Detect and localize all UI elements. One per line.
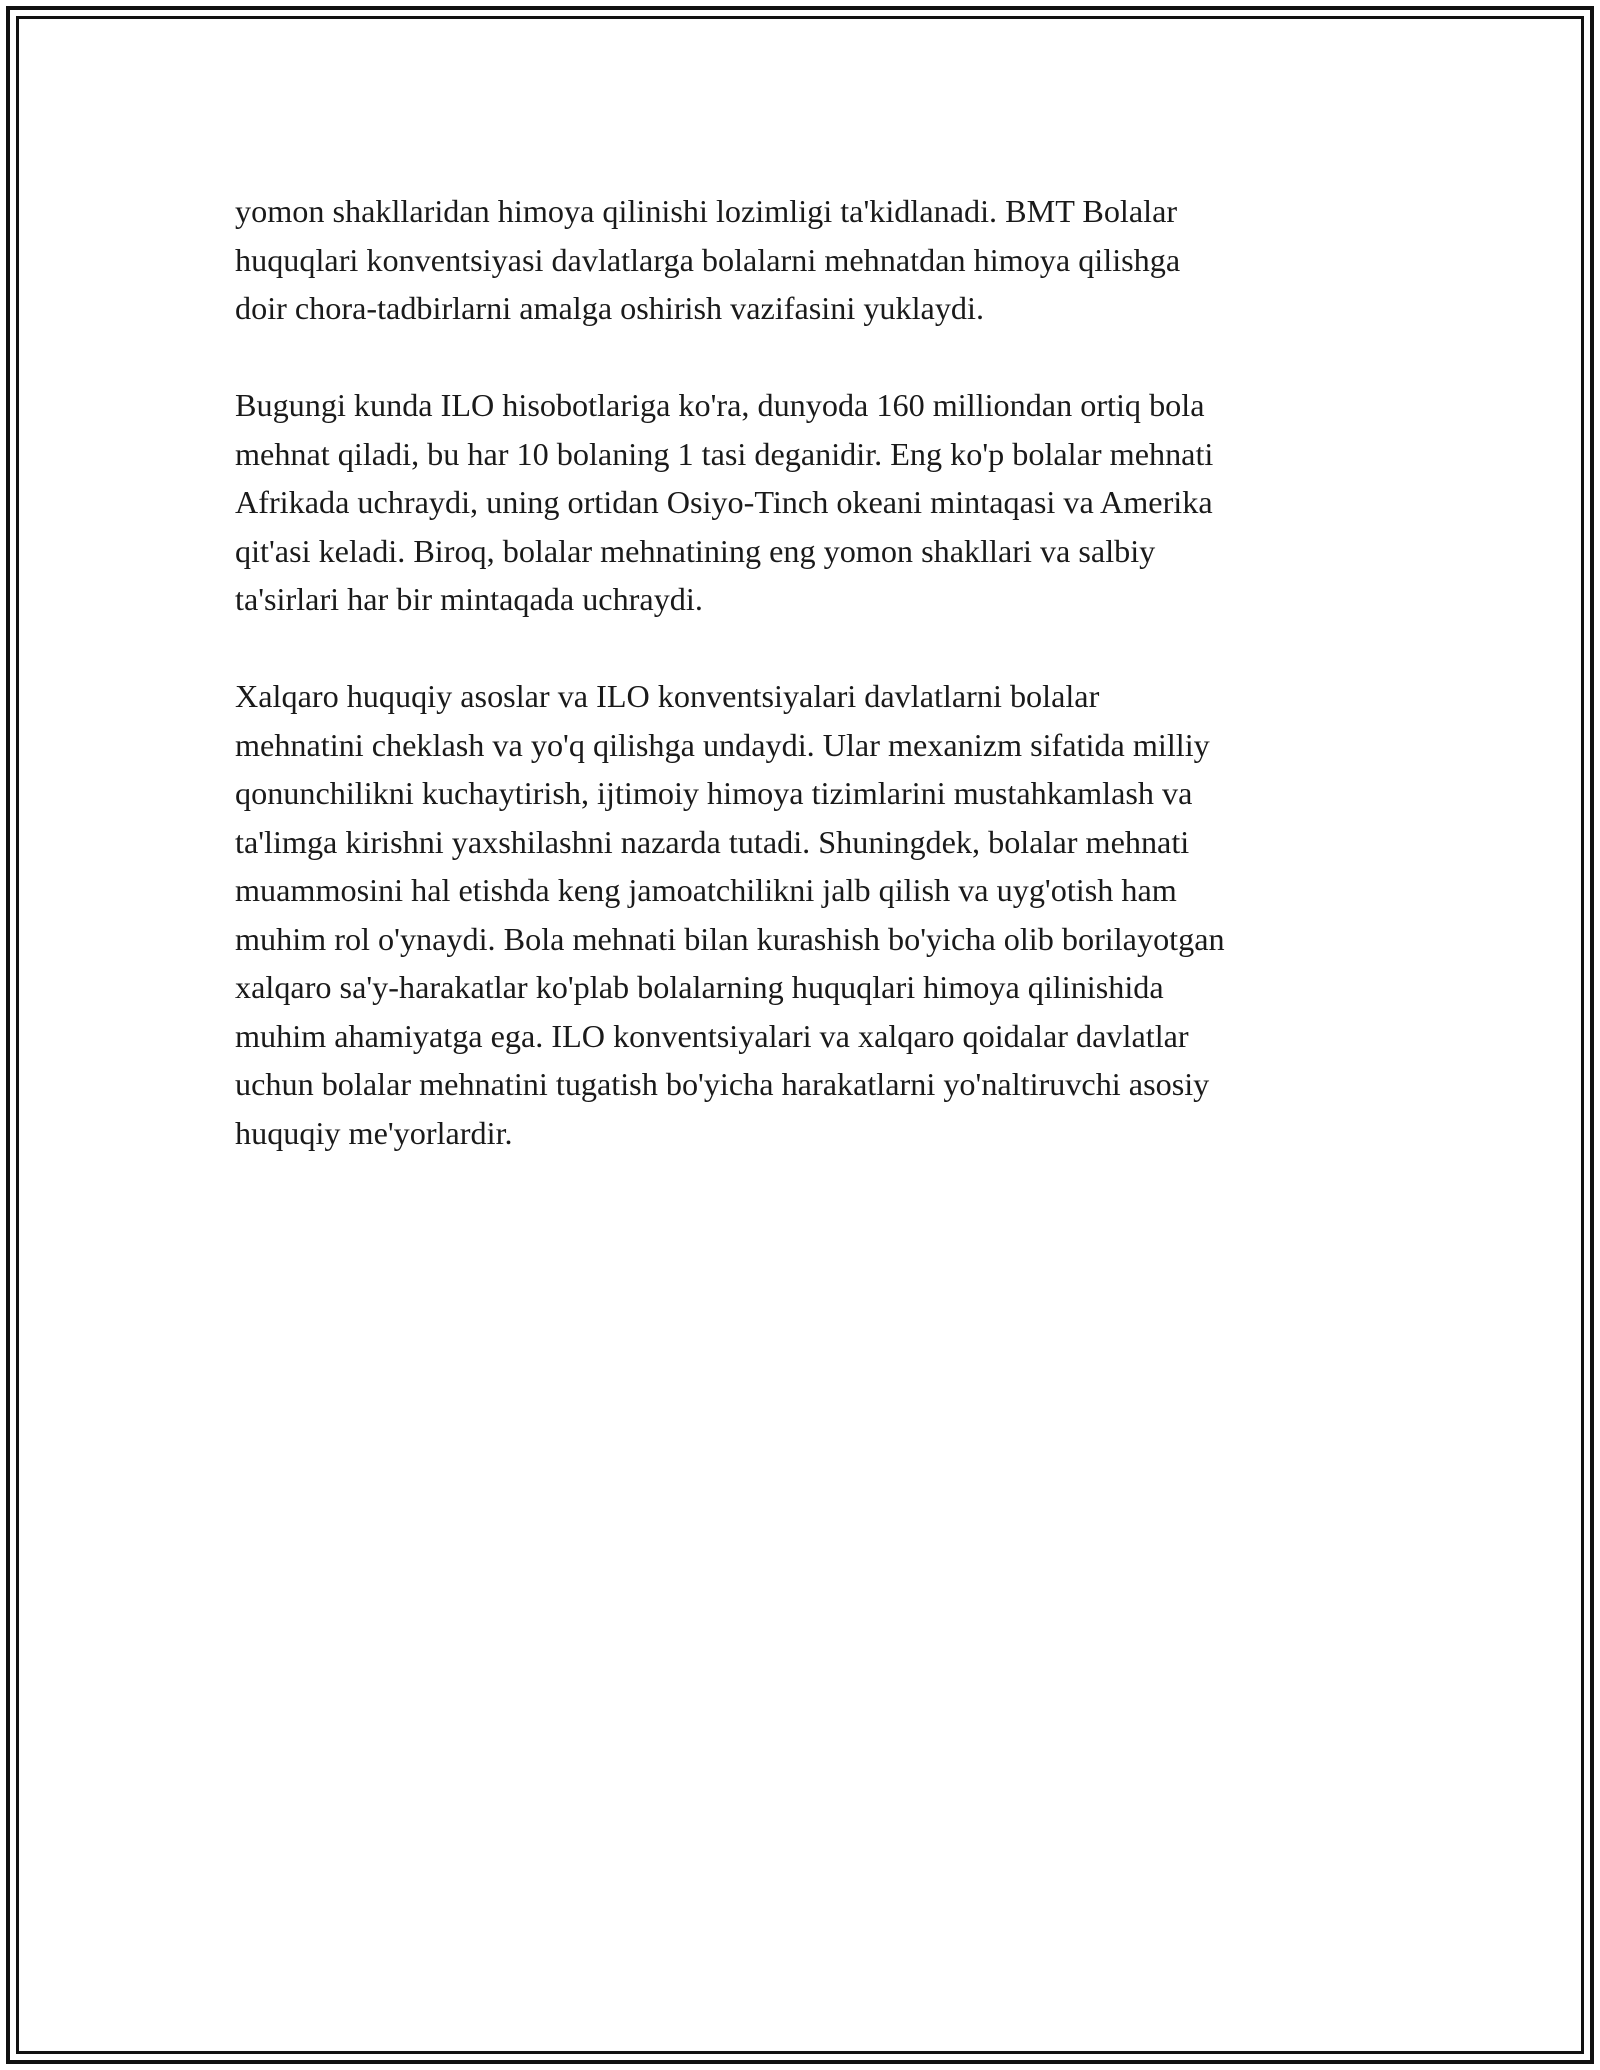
paragraph-3 — [235, 672, 1375, 1157]
text-line: ta'sirlari har bir mintaqada uchraydi. — [235, 581, 703, 617]
text-line: ta'limga kirishni yaxshilashni nazarda tutadi. Shuningdek, bolalar mehnati — [235, 823, 1190, 860]
paragraph-2 — [235, 381, 1375, 624]
text-line: Afrikada uchraydi, uning ortidan Osiyo-Tinch okeani mintaqasi va Amerika — [235, 484, 1213, 520]
text-line: Xalqaro huquqiy asoslar va ILO konventsiyalari davlatlarni bolalar — [235, 678, 1100, 714]
text-line: muhim rol o'ynaydi. Bola mehnati bilan kurashish bo'yicha olib borilayotgan — [235, 920, 1225, 957]
text-line: xalqaro sa'y-harakatlar ko'plab bolalarning huquqlari himoya qilinishida — [235, 969, 1164, 1005]
text-line: mehnatini cheklash va yo'q qilishga undaydi. Ular mexanizm sifatida milliy — [235, 726, 1210, 763]
text-line: yomon shakllaridan himoya qilinishi lozimligi ta'kidlanadi. BMT Bolalar — [235, 193, 1178, 229]
text-line: uchun bolalar mehnatini tugatish bo'yicha harakatlarni yo'naltiruvchi asosiy — [235, 1066, 1210, 1102]
text-line: Bugungi kunda ILO hisobotlariga ko'ra, dunyoda 160 milliondan ortiq bola — [235, 387, 1205, 423]
paragraph-1 — [235, 187, 1375, 333]
text-line: huquqiy me'yorlardir. — [235, 1114, 513, 1151]
text-line: qit'asi keladi. Biroq, bolalar mehnatining eng yomon shakllari va salbiy — [235, 532, 1156, 569]
text-line: muammosini hal etishda keng jamoatchilikni jalb qilish va uyg'otish ham — [235, 872, 1177, 908]
document-body — [235, 187, 1375, 1206]
text-line: huquqlari konventsiyasi davlatlarga bolalarni mehnatdan himoya qilishga — [235, 241, 1181, 278]
text-line: doir chora-tadbirlarni amalga oshirish vazifasini yuklaydi. — [235, 290, 985, 326]
text-line: qonunchilikni kuchaytirish, ijtimoiy himoya tizimlarini mustahkamlash va — [235, 775, 1193, 811]
text-line: muhim ahamiyatga ega. ILO konventsiyalari va xalqaro qoidalar davlatlar — [235, 1017, 1189, 1054]
text-line: mehnat qiladi, bu har 10 bolaning 1 tasi deganidir. Eng ko'p bolalar mehnati — [235, 435, 1214, 472]
